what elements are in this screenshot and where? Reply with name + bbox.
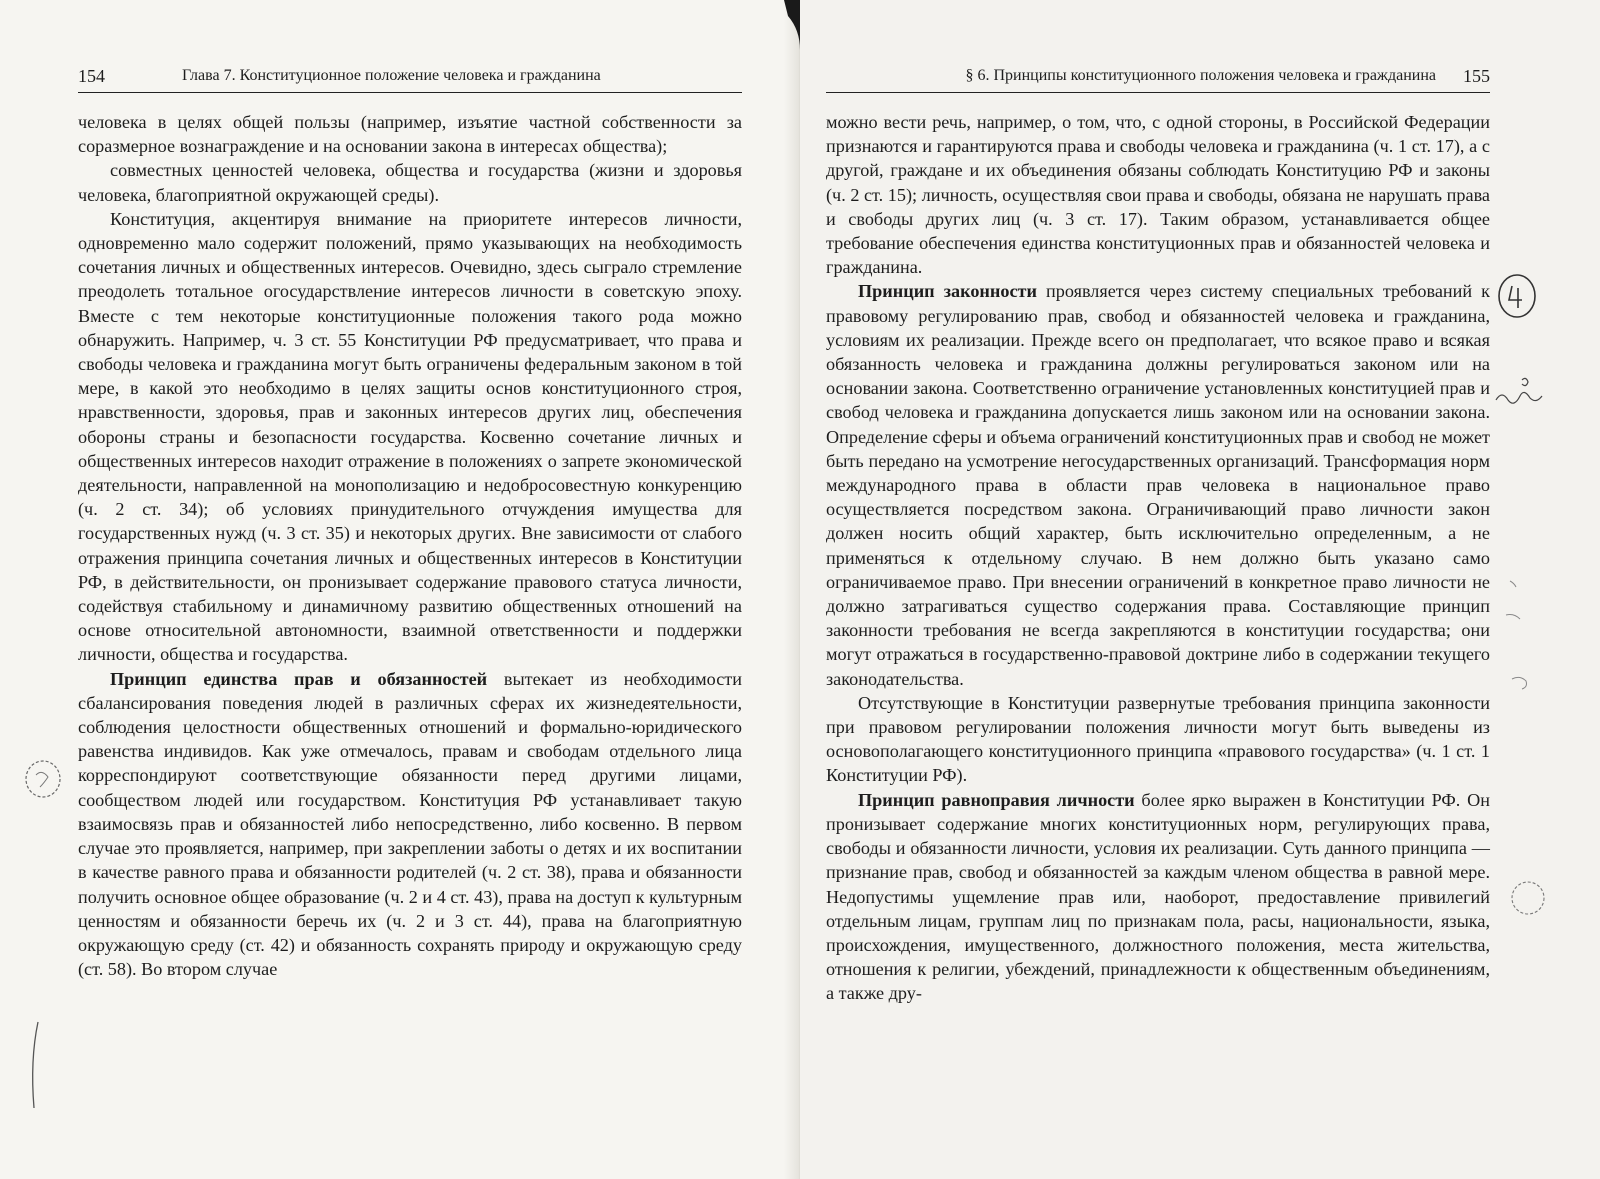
left-running-title: Глава 7. Конституционное положение человека и гражданина: [182, 67, 601, 84]
pencil-circled-number-mark: [1492, 268, 1542, 323]
paragraph: Отсутствующие в Конституции развернутые требования принципа законности при правовом регулировании положения личности могут быть выведены из основополагающего конституционного принципа «правового государства» (ч. 1 ст. 1 Конституции РФ).: [826, 692, 1490, 786]
paragraph: можно вести речь, например, о том, что, с одной стороны, в Российской Федерации признаются и гарантируются права и свободы человека и гражданина (ч. 1 ст. 17), а с другой, граждане и их объединения обязаны соблюдать Конституцию РФ и законы (ч. 2 ст. 15); личность, осуществляя свои права и свободы, обязана не нарушать права и свободы других лиц (ч. 3 ст. 17). Таким образом, устанавливается общее требование обеспечения единства конституционных прав и обязанностей человека и гражданина.: [826, 112, 1490, 278]
right-page-header: [826, 62, 1490, 93]
right-running-title: § 6. Принципы конституционного положения человека и гражданина: [965, 67, 1436, 84]
pencil-margin-line: [20, 1020, 50, 1110]
paragraph: Принцип законности проявляется через систему специальных требований к правовому регулированию прав, свобод и обязанностей человека и гражданина, условиям их реализации. Прежде всего он предполагает, что всякое право и всякая обязанность человека и гражданина должны регулироваться законом или на основании закона. Соответственно ограничение установленных конституцией прав и свобод человека и гражданина допускается лишь законом или на основании закона. Определение сферы и объема ограничений конституционных прав и свобод не может быть передано на усмотрение негосударственных организаций. Трансформация норм международного права в области прав человека в национальное право осуществляется посредством закона. Ограничивающий право личности закон должен носить общий характер, быть исключительно определенным, а не применяться к отдельному случаю. В нем должно быть указано само ограничиваемое право. При внесении ограничений в конкретное право личности не должно затрагиваться существо содержания права. Составляющие принцип законности требования не всегда закрепляются в конституции государства; они могут отражаться в государственно-правовой доктрине либо в содержании текущего законодательства.: [826, 281, 1490, 689]
left-page-text: [78, 110, 742, 981]
pencil-circle-mark: [18, 755, 68, 805]
pencil-scribble-mark: [1492, 372, 1552, 422]
right-page: [800, 0, 1600, 1179]
paragraph: человека в целях общей пользы (например, изъятие частной собственности за соразмерное вознаграждение и на основании закона в интересах общества);: [78, 112, 742, 157]
paragraph: Принцип единства прав и обязанностей вытекает из необходимости сбалансирования поведения людей в различных сферах их жизнедеятельности, соблюдения целостности общественных отношений и формально-юридического равенства индивидов. Как уже отмечалось, правам и свободам отдельного лица корреспондируют соответствующие обязанности перед другими лицами, сообществом людей или государством. Конституция РФ устанавливает такую взаимосвязь прав и обязанностей либо непосредственно, либо косвенно. В первом случае это проявляется, например, при закреплении заботы о детях и их воспитании в качестве равного права и обязанности родителей (ч. 2 ст. 38), права и обязанности получить основное общее образование (ч. 2 и 4 ст. 43), права на доступ к культурным ценностям и обязанности беречь их (ч. 2 и 3 ст. 44), права на благоприятную окружающую среду (ст. 42) и обязанность сохранять природу и окружающую среду (ст. 58). Во втором случае: [78, 668, 742, 980]
pencil-circle-mark: [1506, 876, 1550, 920]
paragraph: Принцип равноправия личности более ярко выражен в Конституции РФ. Он пронизывает содержание многих конституционных норм, регулирующих права, свободы и обязанности личности, условия их реализации. Суть данного принципа — признание прав, свобод и обязанностей за каждым членом общества в равной мере. Недопустимы ущемление прав или, наоборот, предоставление привилегий отдельным лицам, группам лиц по признакам пола, расы, национальности, языка, происхождения, имущественного, должностного положения, места жительства, отношения к религии, убеждений, принадлежности к общественным объединениям, а также дру-: [826, 789, 1490, 1004]
left-page-header: [78, 62, 742, 93]
right-page-number: 155: [1463, 66, 1490, 86]
left-page-number: 154: [78, 66, 105, 86]
paragraph: совместных ценностей человека, общества и государства (жизни и здоровья человека, благоприятной окружающей среды).: [78, 160, 742, 205]
right-page-text: [826, 110, 1490, 1006]
pencil-dots-mark: [1500, 575, 1540, 705]
paragraph: Конституция, акцентируя внимание на приоритете интересов личности, одновременно мало содержит положений, прямо указывающих на необходимость сочетания личных и общественных интересов. Очевидно, здесь сыграло стремление преодолеть тотальное огосударствление интересов личности в советскую эпоху. Вместе с тем некоторые конституционные положения такого рода можно обнаружить. Например, ч. 3 ст. 55 Конституции РФ предусматривает, что права и свободы человека и гражданина могут быть ограничены федеральным законом в той мере, в какой это необходимо в целях защиты основ конституционного строя, нравственности, здоровья, прав и законных интересов других лиц, обеспечения обороны страны и безопасности государства. Косвенно сочетание личных и общественных интересов находит отражение в положениях о запрете экономической деятельности, направленной на монополизацию и недобросовестную конкуренцию (ч. 2 ст. 34); об условиях принудительного отчуждения имущества для государственных нужд (ч. 3 ст. 35) и некоторых других. Вне зависимости от слабого отражения принципа сочетания личных и общественных интересов в Конституции РФ, в действительности, он пронизывает содержание правового статуса личности, содействуя стабильному и динамичному развитию общественных отношений на основе относительной автономности, взаимной ответственности и поддержки личности, общества и государства.: [78, 208, 742, 665]
